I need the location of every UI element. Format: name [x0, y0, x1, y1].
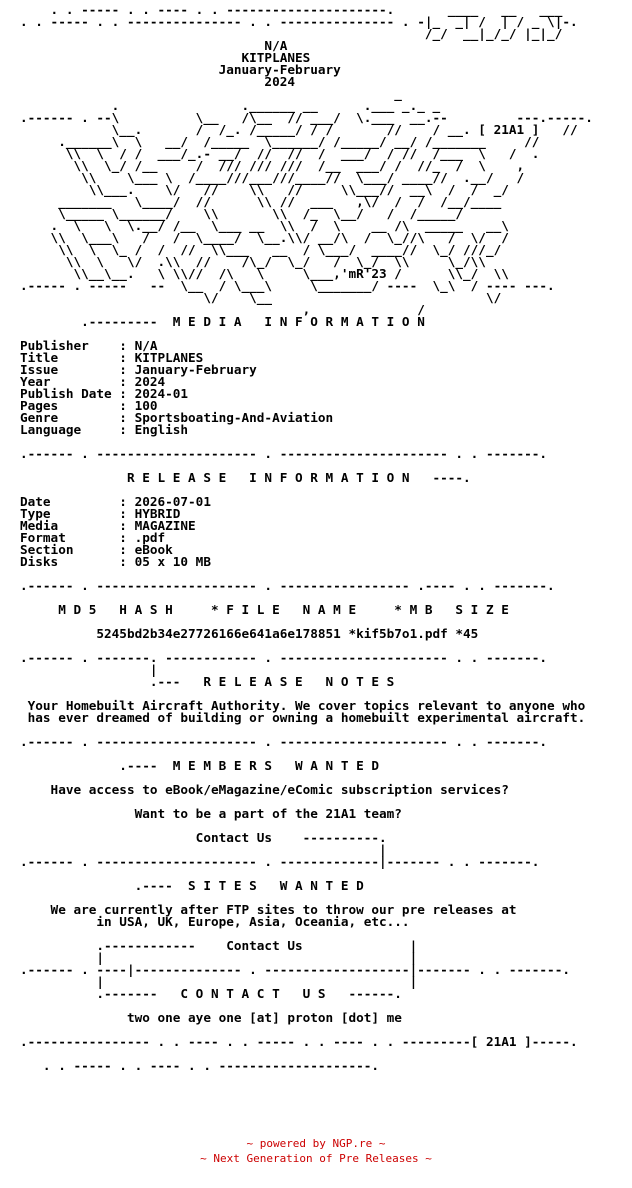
nfo-line: .______\ \ __/ /_____ \______/ /_____/ __/ /_______ // — [20, 134, 540, 149]
nfo-line: Pages : 100 — [20, 398, 158, 413]
nfo-line: Media : MAGAZINE — [20, 518, 196, 533]
nfo-line: Language : English — [20, 422, 189, 437]
nfo-line: \\ \ \_ / / // \\___ __ / \___/ ____// \_/ ///_/ — [20, 242, 502, 257]
nfo-line: .------ . --------------------- . ----------------- .---- . . -------. — [20, 578, 555, 593]
nfo-line: . . ----- . . ---- . . --------------------. — [20, 1058, 380, 1073]
nfo-line: two one aye one [at] proton [dot] me — [20, 1010, 402, 1025]
nfo-line: \\___. \/ // \\ // \\___// __\ / / _/ — [20, 182, 509, 197]
nfo-line: _______ \____/ // \\ // ___ ,\/ / / /__/____ — [20, 194, 502, 209]
nfo-line: | — [20, 842, 387, 857]
nfo-line: /_/ __|_/_/ |_|_/ — [20, 26, 570, 41]
footer-tagline: ~ Next Generation of Pre Releases ~ — [200, 1152, 432, 1165]
nfo-line: | | — [20, 974, 418, 989]
nfo-line: \/ \__ \/ — [20, 290, 502, 305]
nfo-line: Want to be a part of the 21A1 team? — [20, 806, 402, 821]
nfo-line: Format : .pdf — [20, 530, 166, 545]
nfo-line: M D 5 H A S H * F I L E N A M E * M B S I Z E — [20, 602, 509, 617]
nfo-line: .------ . --------------------- . ---------------------- . . -------. — [20, 734, 548, 749]
nfo-text-block — [20, 4, 593, 1072]
nfo-line: Contact Us ----------. — [20, 830, 387, 845]
nfo-line: Issue : January-February — [20, 362, 257, 377]
nfo-line: .---------------- . . ---- . . ----- . . ---- . . ---------[ 21A1 ]-----. — [20, 1034, 578, 1049]
nfo-line: Title : KITPLANES — [20, 350, 204, 365]
nfo-line: .------ . -------. ------------ . ---------------------- . . -------. — [20, 650, 548, 665]
nfo-line: .---- S I T E S W A N T E D — [20, 878, 364, 893]
nfo-line: . \ \ \.__/ /__ \___ __ \\ / \ __ /\ _____ __\ — [20, 218, 509, 233]
nfo-line: .---- M E M B E R S W A N T E D — [20, 758, 380, 773]
nfo-line: . . ----- . . --------------- . . --------------- . -|_ _| / | / _ \|-. — [20, 14, 578, 29]
nfo-line: \\ \___ \ /____///___///____// \___/ ____// .__/ / — [20, 170, 525, 185]
nfo-line: . .______ __ .___ _._ _ — [20, 98, 441, 113]
nfo-line: 5245bd2b34e27726166e641a6e178851 *kif5b7o1.pdf *45 — [20, 626, 479, 641]
nfo-line: \\__\__. \ \\// /\ \ \___,'mR'23 / \\_/ \\ — [20, 266, 509, 281]
nfo-line: \\ \ \/ .\\ // /\_/ \_/ / \_/ \\ \_/\\ — [20, 254, 486, 269]
nfo-line: January-February — [20, 62, 341, 77]
footer-powered-by: ~ powered by NGP.re ~ — [246, 1137, 386, 1150]
nfo-line: .------ . --\ \__ /\__ // ___/ \.___ __.-- ---.-----. — [20, 110, 593, 125]
footer — [0, 1136, 632, 1166]
nfo-line: Your Homebuilt Aircraft Authority. We cover topics relevant to anyone who — [20, 698, 586, 713]
nfo-line: Publisher : N/A — [20, 338, 158, 353]
nfo-line: \\ \ / / ___/_.- __/ // // / ___/ / // /___ \ / . — [20, 146, 540, 161]
nfo-line: Year : 2024 — [20, 374, 166, 389]
nfo-line: \\ \_/ /__ / /// /// /// /__ ___/ / //_ / \ , — [20, 158, 525, 173]
nfo-line: .--- R E L E A S E N O T E S — [20, 674, 395, 689]
nfo-line: .------ . --------------------- . -------------|------- . . -------. — [20, 854, 540, 869]
nfo-line: | | — [20, 950, 418, 965]
nfo-line: .----- . ----- -- \__ / \___\ \_______/ ---- \_\ / ---- ---. — [20, 278, 555, 293]
nfo-line: . . ----- . . ---- . . ---------------------. ____ __ ___ — [20, 2, 563, 17]
nfo-line: \\ \___\ / / \____/ \__.\\/ __/\ / \_//\ / \/ / — [20, 230, 509, 245]
nfo-line: .--------- M E D I A I N F O R M A T I O N — [20, 314, 425, 329]
nfo-line: Type : HYBRID — [20, 506, 181, 521]
nfo-line: .------ . --------------------- . ---------------------- . . -------. — [20, 446, 548, 461]
nfo-line: , / — [20, 302, 425, 317]
nfo-line: Genre : Sportsboating-And-Aviation — [20, 410, 334, 425]
nfo-line: Disks : 05 x 10 MB — [20, 554, 211, 569]
nfo-line: in USA, UK, Europe, Asia, Oceania, etc... — [20, 914, 410, 929]
nfo-line: Publish Date : 2024-01 — [20, 386, 189, 401]
nfo-line: \_____ \______/ \\ \\ /_ \__/ / /_____/ — [20, 206, 464, 221]
nfo-line: R E L E A S E I N F O R M A T I O N ----. — [20, 470, 471, 485]
nfo-line: Date : 2026-07-01 — [20, 494, 211, 509]
nfo-line: N/A — [20, 38, 288, 53]
nfo-line: \__. / /_. /_____/ / / // / __. [ 21A1 ] // — [20, 122, 578, 137]
nfo-line: We are currently after FTP sites to throw our pre releases at — [20, 902, 517, 917]
nfo-line: Section : eBook — [20, 542, 173, 557]
nfo-line: 2024 — [20, 74, 295, 89]
nfo-line: KITPLANES — [20, 50, 311, 65]
nfo-line: _ — [20, 86, 402, 101]
nfo-line: .------ . ----|-------------- . -------------------|------- . . -------. — [20, 962, 570, 977]
nfo-line: .------------ Contact Us | — [20, 938, 418, 953]
nfo-line: has ever dreamed of building or owning a homebuilt experimental aircraft. — [20, 710, 586, 725]
nfo-line: .------- C O N T A C T U S ------. — [20, 986, 402, 1001]
nfo-line: | — [20, 662, 158, 677]
nfo-line: Have access to eBook/eMagazine/eComic subscription services? — [20, 782, 509, 797]
